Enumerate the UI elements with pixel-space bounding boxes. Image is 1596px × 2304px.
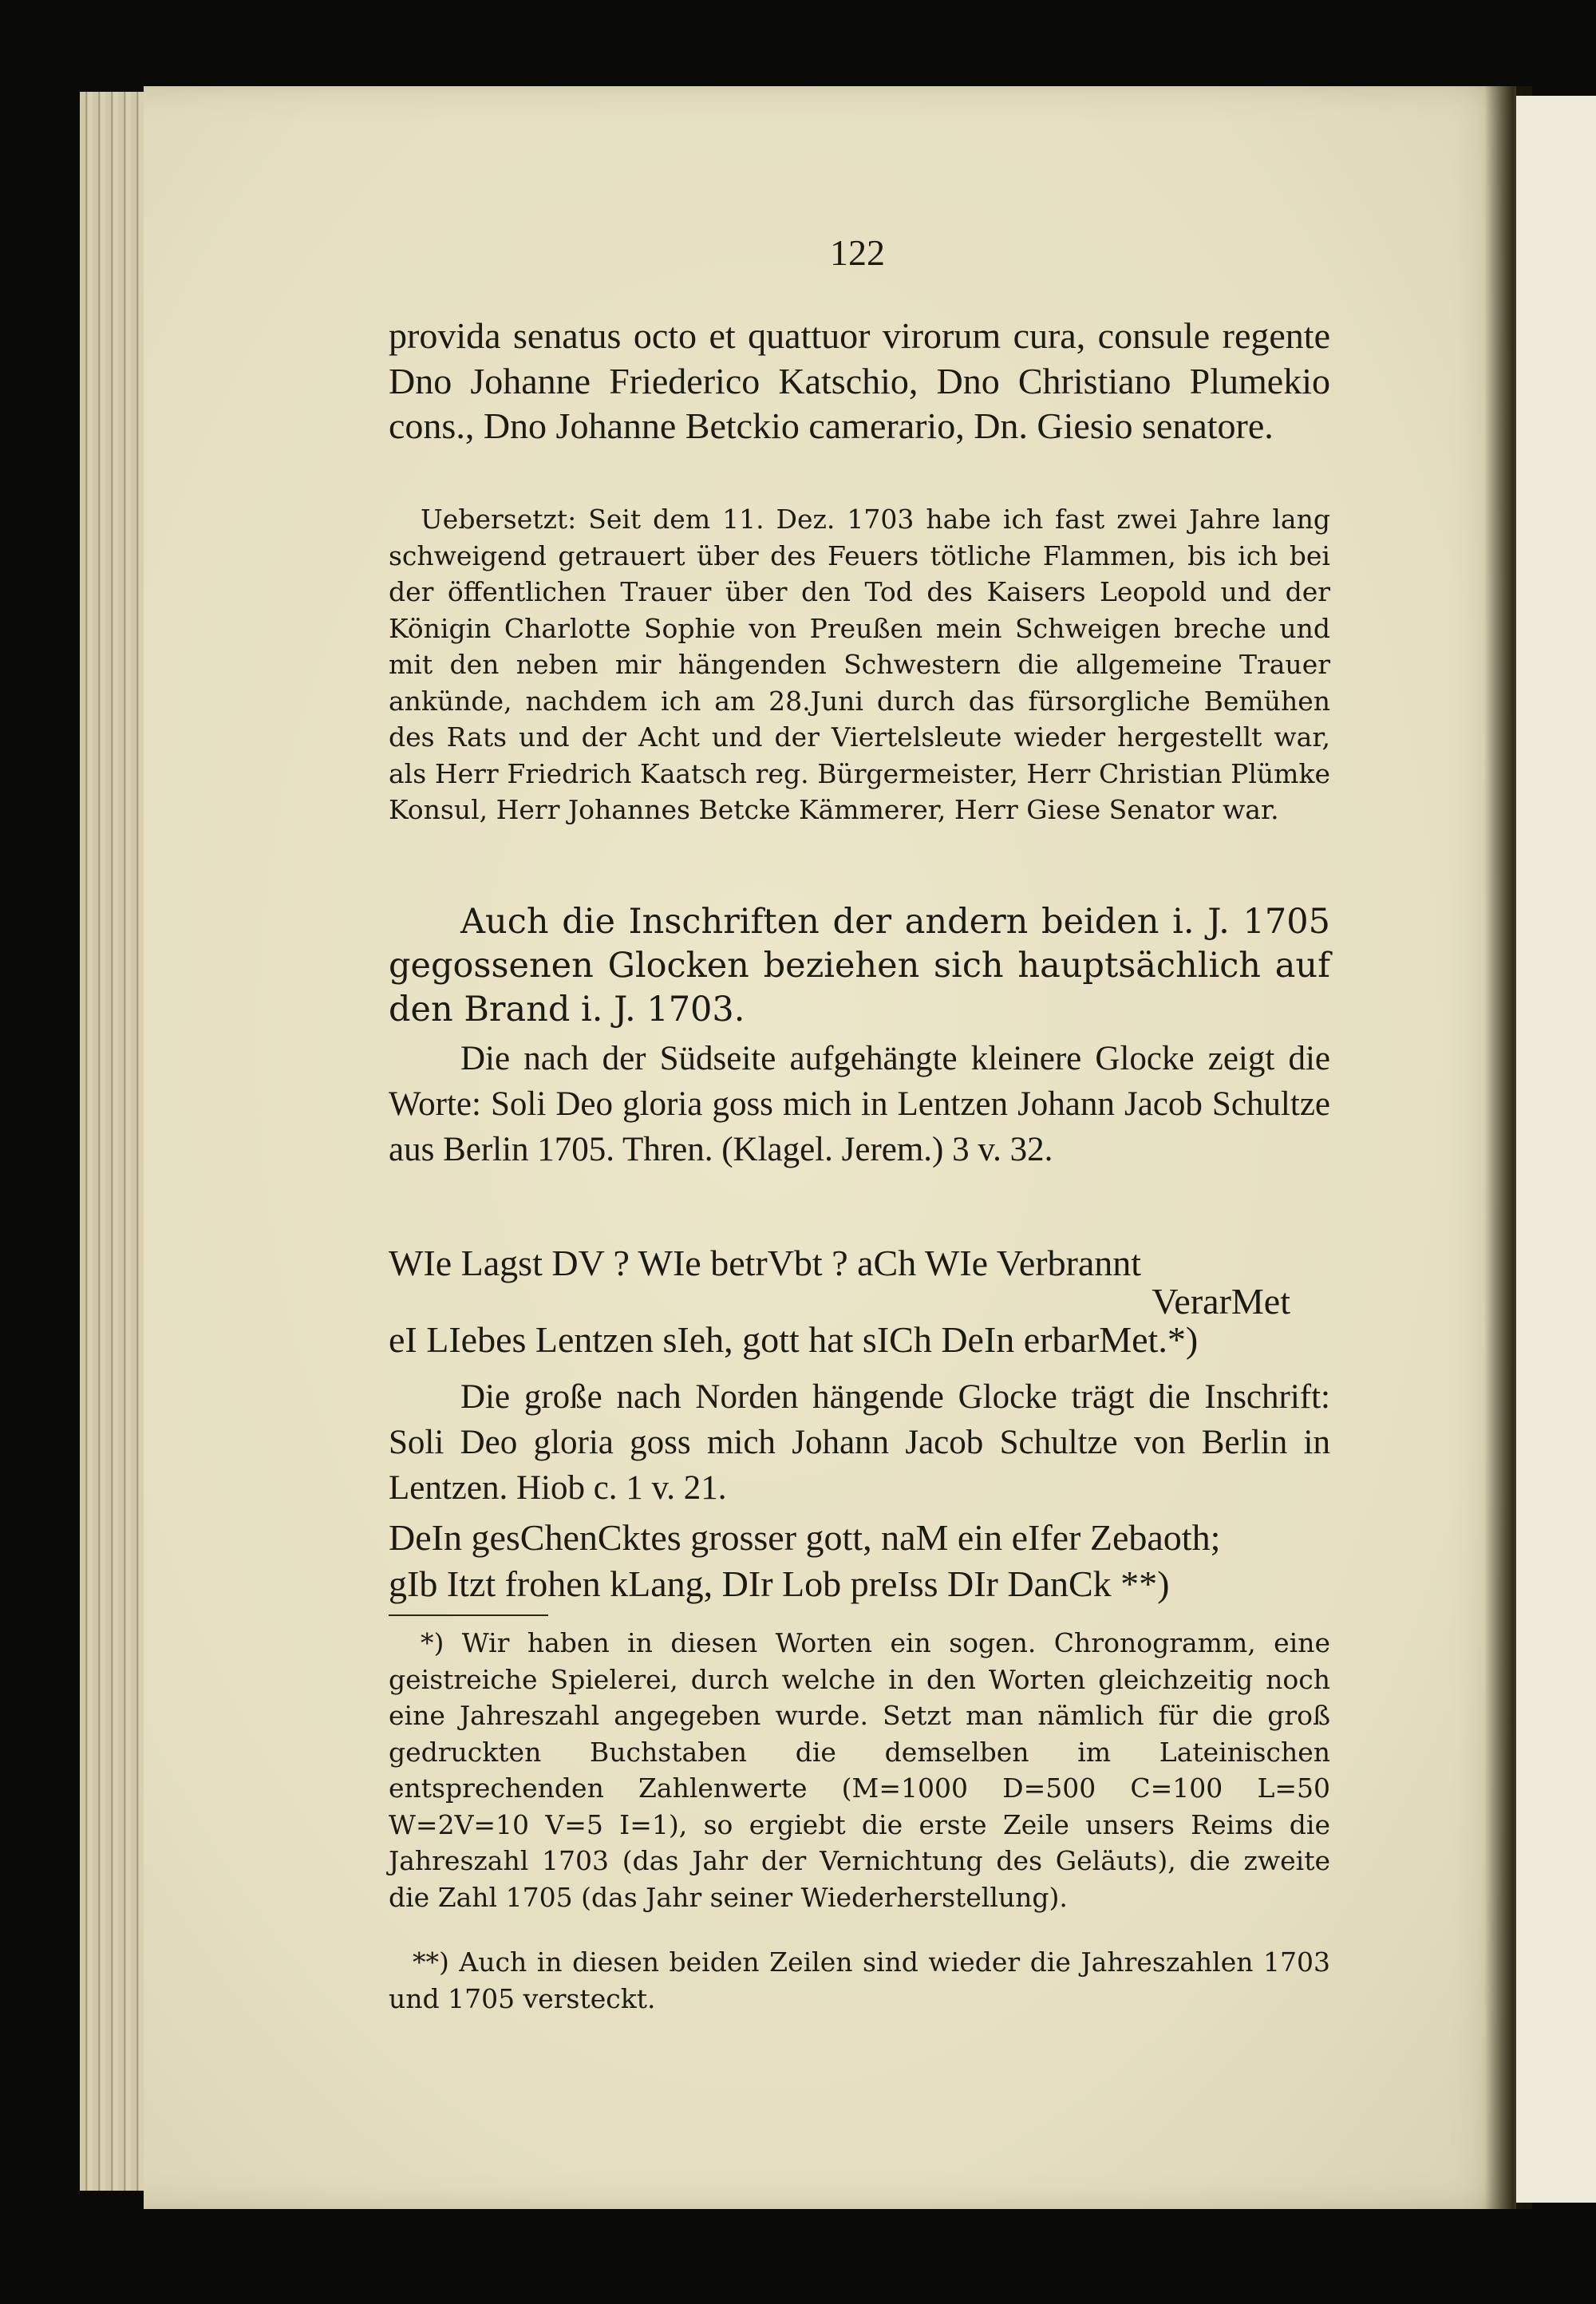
footnote-rule [389, 1614, 548, 1616]
north-bell-paragraph: Die große nach Norden hängende Glocke trägt die Inschrift: Soli Deo gloria goss mich Johann Jacob Schultze von Berlin in Lentzen. Hiob c. 1 v. 21. [389, 1378, 1330, 1507]
inscriptions-paragraph: Auch die Inschriften der andern beiden i. J. 1705 gegossenen Glocken beziehen sich hauptsächlich auf den Brand i. J. 1703. [389, 902, 1330, 1029]
chronogram-1-line-2: VerarMet [1152, 1281, 1290, 1322]
chronogram-1-line-3: eI LIebes Lentzen sIeh, gott hat sICh DeIn erbarMet.*) [389, 1319, 1199, 1360]
chronogram-1-line-1: WIe Lagst DV ? WIe betrVbt ? aCh WIe Verbrannt [389, 1243, 1142, 1283]
page-number: 122 [830, 232, 885, 273]
chronogram-2-line-2: gIb Itzt frohen kLang, DIr Lob preIss DIr DanCk **) [389, 1563, 1170, 1604]
latin-paragraph: provida senatus octo et quattuor virorum cura, consule regente Dno Johanne Friederico Katschio, Dno Christiano Plumekio cons., Dno Johanne Betckio camerario, Dn. Giesio senatore. [389, 315, 1330, 446]
facing-page-edge [1516, 96, 1596, 2203]
chronogram-2-line-1: DeIn gesChenCktes grosser gott, naM ein eIfer Zebaoth; [389, 1517, 1221, 1558]
south-bell-paragraph: Die nach der Südseite aufgehängte kleinere Glocke zeigt die Worte: Soli Deo gloria goss mich in Lentzen Johann Jacob Schultze aus Berlin 1705. Thren. (Klagel. Jerem.) 3 v. 32. [389, 1040, 1330, 1168]
footnote-1: *) Wir haben in diesen Worten ein sogen. Chronogramm, eine geistreiche Spielerei, durch welche in den Worten gleichzeitig noch eine Jahreszahl angegeben wurde. Setzt man nämlich für die groß gedruckten Buchstaben die demselben im Lateinischen entsprechenden Zahlenwerte (M=1000 D=500 C=100 L=50 W=2V=10 V=5 I=1), so ergiebt die erste Zeile unsers Reims die Jahreszahl 1703 (das Jahr der Vernichtung des Geläuts), die zweite die Zahl 1705 (das Jahr seiner Wiederherstellung). [389, 1627, 1330, 1913]
translation-paragraph: Uebersetzt: Seit dem 11. Dez. 1703 habe ich fast zwei Jahre lang schweigend getrauert über des Feuers tötliche Flammen, bis ich bei der öffentlichen Trauer über den Tod des Kaisers Leopold und der Königin Charlotte Sophie von Preußen mein Schweigen breche und mit den neben mir hängenden Schwestern die allgemeine Trauer ankünde, nachdem ich am 28.Juni durch das fürsorgliche Bemühen des Rats und der Acht und der Viertelsleute wieder hergestellt war, als Herr Friedrich Kaatsch reg. Bürgermeister, Herr Christian Plümke Konsul, Herr Johannes Betcke Kämmerer, Herr Giese Senator war. [389, 504, 1330, 825]
footnote-2: **) Auch in diesen beiden Zeilen sind wieder die Jahreszahlen 1703 und 1705 versteckt. [389, 1946, 1330, 2014]
